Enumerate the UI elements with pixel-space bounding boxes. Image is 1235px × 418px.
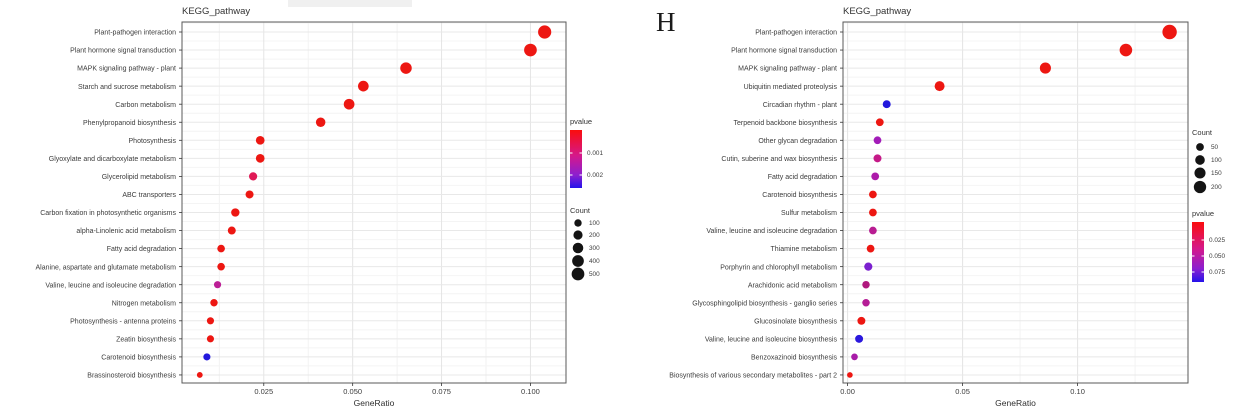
x-axis-title: GeneRatio — [995, 398, 1036, 408]
data-point — [935, 81, 945, 91]
category-label: Valine, leucine and isoleucine biosynthesis — [704, 336, 837, 344]
x-tick-label: 0.025 — [254, 387, 274, 396]
plot-panel-border — [182, 22, 566, 383]
category-label: ABC transporters — [122, 192, 176, 200]
category-label: Phenylpropanoid biosynthesis — [82, 119, 176, 127]
count-legend-label: 100 — [589, 220, 600, 228]
category-label: Cutin, suberine and wax biosynthesis — [721, 155, 837, 163]
count-legend-label: 200 — [589, 232, 600, 240]
count-legend-label: 100 — [1211, 157, 1222, 165]
category-label: Fatty acid degradation — [106, 246, 176, 254]
x-tick-label: 0.100 — [521, 387, 540, 396]
data-point — [851, 354, 858, 361]
x-axis-title: GeneRatio — [353, 398, 395, 408]
x-tick-label: 0.05 — [955, 387, 970, 396]
count-legend-dot — [1194, 167, 1205, 178]
category-label: Starch and sucrose metabolism — [77, 83, 176, 91]
category-label: Ubiquitin mediated proteolysis — [743, 83, 837, 91]
category-label: Thiamine metabolism — [770, 246, 837, 254]
count-legend-dot — [573, 243, 584, 254]
data-point — [400, 62, 411, 73]
data-point — [857, 317, 865, 325]
data-point — [1162, 25, 1176, 39]
count-legend-title: Count — [1192, 128, 1213, 137]
count-legend-label: 150 — [1211, 170, 1222, 178]
data-point — [358, 81, 369, 92]
category-label: Valine, leucine and isoleucine degradation — [706, 228, 837, 236]
category-label: Benzoxazinoid biosynthesis — [751, 354, 837, 362]
category-label: Terpenoid backbone biosynthesis — [733, 119, 837, 127]
count-legend-label: 200 — [1211, 184, 1222, 192]
data-point — [538, 25, 551, 38]
data-point — [855, 335, 863, 343]
data-point — [1040, 63, 1051, 74]
category-label: Valine, leucine and isoleucine degradation — [45, 282, 176, 290]
category-label: Photosynthesis - antenna proteins — [70, 318, 176, 326]
category-label: Glyoxylate and dicarboxylate metabolism — [48, 155, 176, 163]
data-point — [256, 136, 265, 145]
x-tick-label: 0.050 — [343, 387, 363, 396]
data-point — [524, 44, 537, 57]
data-point — [871, 173, 879, 181]
data-point — [249, 172, 257, 180]
pvalue-gradient-bar — [570, 130, 582, 188]
category-label: Circadian rhythm - plant — [762, 101, 837, 109]
category-label: Carotenoid biosynthesis — [762, 192, 837, 200]
kegg-chart-left — [36, 6, 604, 408]
chart-title: KEGG_pathway — [182, 6, 251, 17]
category-label: Glucosinolate biosynthesis — [754, 318, 837, 326]
count-legend-dot — [1196, 143, 1204, 151]
category-label: MAPK signaling pathway - plant — [738, 65, 837, 73]
category-label: Nitrogen metabolism — [111, 300, 176, 308]
category-label: Plant hormone signal transduction — [70, 47, 176, 55]
data-point — [217, 245, 225, 253]
data-point — [231, 208, 239, 216]
category-label: Porphyrin and chlorophyll metabolism — [720, 264, 837, 272]
x-tick-label: 0.00 — [840, 387, 855, 396]
category-label: Brassinosteroid biosynthesis — [87, 372, 176, 380]
category-label: Carbon metabolism — [115, 101, 176, 109]
pvalue-tick-label: 0.050 — [1209, 253, 1225, 261]
data-point — [228, 227, 236, 235]
pvalue-tick-label: 0.075 — [1209, 269, 1225, 277]
category-label: Arachidonic acid metabolism — [747, 282, 837, 290]
panel-label-h: H — [656, 7, 676, 37]
x-tick-label: 0.075 — [432, 387, 451, 396]
pvalue-tick-label: 0.001 — [587, 150, 603, 158]
category-label: Plant-pathogen interaction — [94, 29, 176, 37]
category-label: Plant-pathogen interaction — [755, 29, 837, 37]
count-legend-label: 300 — [589, 245, 600, 253]
data-point — [256, 154, 265, 163]
data-point — [867, 245, 875, 253]
data-point — [207, 317, 214, 324]
category-label: MAPK signaling pathway - plant — [77, 65, 176, 73]
data-point — [344, 99, 355, 110]
category-label: Sulfur metabolism — [780, 210, 837, 218]
data-point — [862, 299, 870, 307]
count-legend-label: 500 — [589, 271, 600, 279]
category-label: Glycosphingolipid biosynthesis - ganglio series — [692, 300, 837, 308]
redacted-label-artifact — [288, 0, 412, 7]
count-legend-label: 50 — [1211, 144, 1219, 152]
category-label: Glycerolipid metabolism — [101, 174, 176, 181]
count-legend-title: Count — [570, 206, 591, 215]
count-legend-dot — [1195, 155, 1205, 165]
category-label: Other glycan degradation — [758, 137, 837, 145]
count-legend-dot — [573, 230, 582, 239]
pvalue-tick-label: 0.025 — [1209, 237, 1225, 245]
data-point — [869, 227, 877, 235]
data-point — [869, 209, 877, 217]
data-point — [217, 263, 225, 271]
category-label: Plant hormone signal transduction — [731, 47, 837, 55]
count-legend-dot — [572, 255, 584, 267]
category-label: Fatty acid degradation — [767, 174, 837, 181]
data-point — [883, 100, 891, 108]
pvalue-gradient-bar — [1192, 222, 1204, 282]
category-label: Biosynthesis of various secondary metabolites - part 2 — [669, 372, 837, 380]
x-tick-label: 0.10 — [1070, 387, 1085, 396]
category-label: Carotenoid biosynthesis — [101, 354, 176, 362]
category-label: Photosynthesis — [128, 137, 176, 145]
data-point — [869, 191, 877, 199]
data-point — [207, 335, 214, 342]
data-point — [203, 353, 210, 360]
plot-panel-border — [843, 22, 1188, 383]
data-point — [316, 118, 325, 127]
count-legend-dot — [572, 268, 585, 281]
data-point — [197, 372, 203, 378]
category-label: Alanine, aspartate and glutamate metabolism — [35, 264, 176, 272]
count-legend-dot — [574, 219, 581, 226]
count-legend-label: 400 — [589, 258, 600, 266]
category-label: Zeatin biosynthesis — [116, 336, 176, 344]
pvalue-legend-title: pvalue — [570, 117, 593, 126]
data-point — [214, 281, 221, 288]
pvalue-tick-label: 0.002 — [587, 172, 603, 180]
count-legend-dot — [1194, 181, 1206, 193]
data-point — [876, 118, 884, 126]
data-point — [862, 281, 870, 289]
data-point — [210, 299, 217, 306]
data-point — [1120, 44, 1133, 57]
category-label: alpha-Linolenic acid metabolism — [76, 228, 176, 236]
data-point — [864, 263, 872, 271]
category-label: Carbon fixation in photosynthetic organisms — [40, 210, 176, 218]
chart-title: KEGG_pathway — [843, 6, 912, 17]
data-point — [874, 136, 882, 144]
pvalue-legend-title: pvalue — [1192, 209, 1215, 218]
data-point — [847, 372, 853, 378]
data-point — [874, 154, 882, 162]
kegg-chart-right — [669, 6, 1225, 408]
data-point — [246, 190, 254, 198]
